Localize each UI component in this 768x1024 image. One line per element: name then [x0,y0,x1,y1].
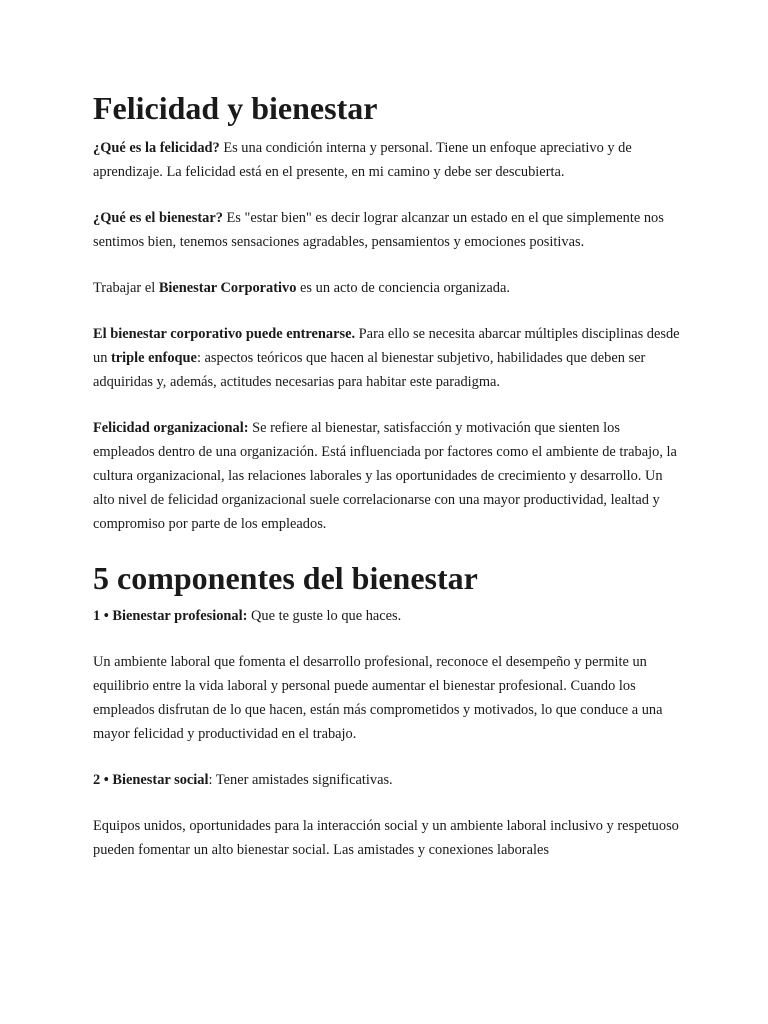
bold-triple-enfoque: triple enfoque [111,350,197,366]
bold-bienestar-profesional: 1 • Bienestar profesional: [93,608,248,624]
text-bienestar-social: : Tener amistades significativas. [208,772,393,788]
paragraph-entrenarse [93,322,683,394]
bold-bienestar-social: 2 • Bienestar social [93,772,209,788]
bold-question-bienestar: ¿Qué es el bienestar? [93,210,223,226]
list-item-bienestar-social [93,768,683,792]
paragraph-que-es-bienestar [93,206,683,254]
bold-question-felicidad: ¿Qué es la felicidad? [93,140,220,156]
paragraph-bienestar-social-body: Equipos unidos, oportunidades para la interacción social y un ambiente laboral inclusivo y respetuoso pueden fomentar un alto bienestar social. Las amistades y conexiones laborales [93,818,679,858]
bold-bienestar-corporativo: Bienestar Corporativo [158,280,297,296]
text-felicidad: Es una condición interna y personal. Tiene un enfoque apreciativo y de aprendizaje. La felicidad está en el presente, en mi camino y debe ser descubierta. [93,140,632,180]
bold-entrenarse: El bienestar corporativo puede entrenarse. [93,326,356,342]
text-entrenarse-1: Para ello se necesita abarcar múltiples disciplinas desde un [93,326,680,366]
text-entrenarse-2: : aspectos teóricos que hacen al bienestar subjetivo, habilidades que deben ser adquiridas y, además, actitudes necesarias para habitar este paradigma. [93,350,646,390]
paragraph-felicidad-organizacional [93,416,683,536]
paragraph-bienestar-profesional-body: Un ambiente laboral que fomenta el desarrollo profesional, reconoce el desempeño y permite un equilibrio entre la vida laboral y personal puede aumentar el bienestar profesional. Cuando los empleados disfrutan de lo que hacen, están más comprometidos y motivados, lo que conduce a una mayor felicidad y productividad en el trabajo. [93,654,663,742]
bold-felicidad-organizacional: Felicidad organizacional: [93,420,249,436]
document-page [93,86,683,862]
text-post: es un acto de conciencia organizada. [296,280,510,296]
heading-felicidad-y-bienestar: Felicidad y bienestar [93,90,378,126]
text-bienestar: Es "estar bien" es decir lograr alcanzar un estado en el que simplemente nos sentimos bien, tenemos sensaciones agradables, pensamientos y emociones positivas. [93,210,664,250]
text-bienestar-profesional: Que te guste lo que haces. [247,608,402,624]
paragraph-que-es-felicidad [93,136,683,184]
list-item-bienestar-profesional [93,604,683,628]
heading-5-componentes: 5 componentes del bienestar [93,560,478,596]
text-felicidad-organizacional: Se refiere al bienestar, satisfacción y motivación que sienten los empleados dentro de una organización. Está influenciada por factores como el ambiente de trabajo, la cultura organizacional, las relaciones laborales y las oportunidades de crecimiento y desarrollo. Un alto nivel de felicidad organizacional suele correlacionarse con una mayor productividad, lealtad y compromiso por parte de los empleados. [93,420,677,532]
paragraph-bienestar-corporativo [93,276,683,300]
text-pre: Trabajar el [93,280,159,296]
